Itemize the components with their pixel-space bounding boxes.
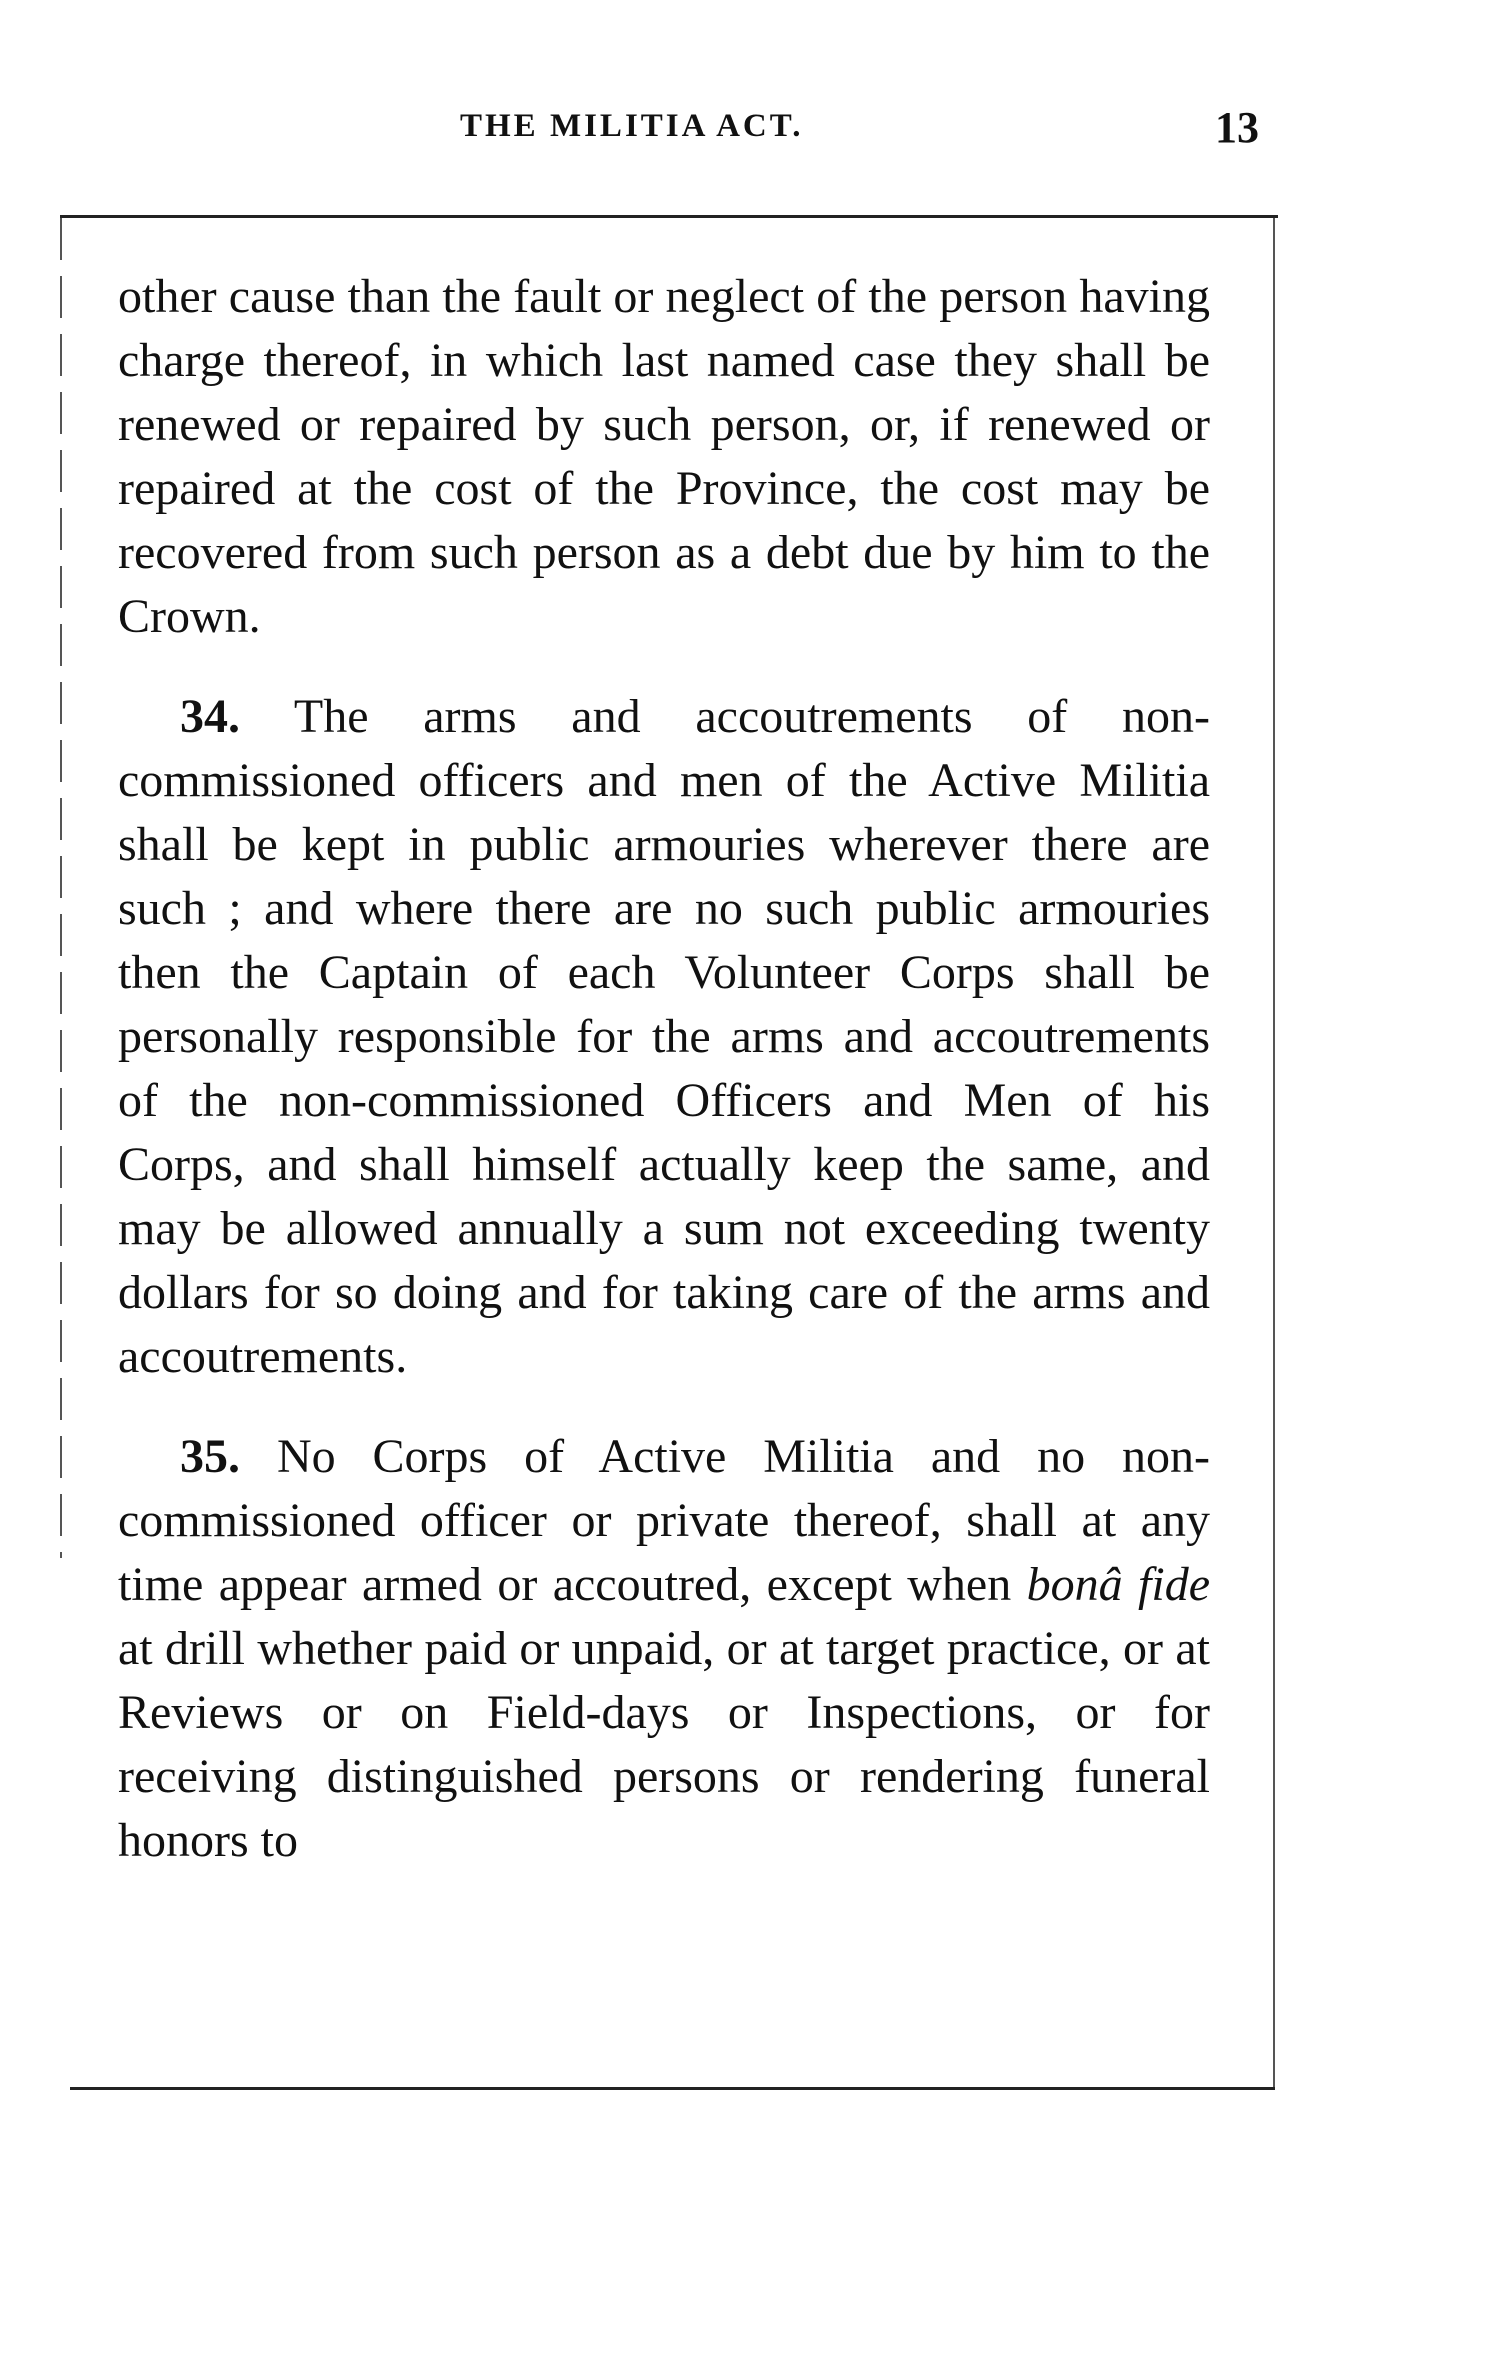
section-34-paragraph — [118, 685, 1210, 1389]
bottom-rule — [70, 2087, 1275, 2090]
continuation-paragraph: other cause than the fault or neglect of the person having charge thereof, in which last named case they shall be renewed or repaired by such person, or, if renewed or repaired at the cost of the Province, the cost may be recovered from such person as a debt due by him to the Crown. — [118, 270, 1210, 643]
section-35-number: 35. — [180, 1430, 240, 1483]
running-title: THE MILITIA ACT. — [460, 108, 804, 144]
left-margin-rule — [60, 218, 62, 1558]
top-rule — [60, 215, 1278, 218]
section-35-italic-term: bonâ fide — [1026, 1558, 1210, 1611]
running-head — [0, 103, 1506, 168]
right-margin-rule — [1273, 218, 1275, 2088]
section-35-text-after: at drill whether paid or unpaid, or at target practice, or at Reviews or on Field-days or Inspections, or for receiving distinguished persons or rendering funeral honors to — [118, 1622, 1210, 1867]
section-34-number: 34. — [180, 690, 240, 743]
body-text — [118, 265, 1210, 1873]
section-35-paragraph — [118, 1425, 1210, 1873]
section-35-text-before: No Corps of Active Militia and no non-commissioned officer or private thereof, shall at any time appear armed or accoutred, except when — [118, 1430, 1211, 1611]
page-number: 13 — [1215, 103, 1259, 152]
section-34-text: The arms and accoutrements of non-commissioned officers and men of the Active Militia shall be kept in public armouries wherever there are such ; and where there are no such public armouries then the Captain of each Volunteer Corps shall be personally responsible for the arms and accoutrements of the non-commissioned Officers and Men of his Corps, and shall himself actually keep the same, and may be allowed annually a sum not exceeding twenty dollars for so doing and for taking care of the arms and accoutrements. — [118, 690, 1210, 1383]
